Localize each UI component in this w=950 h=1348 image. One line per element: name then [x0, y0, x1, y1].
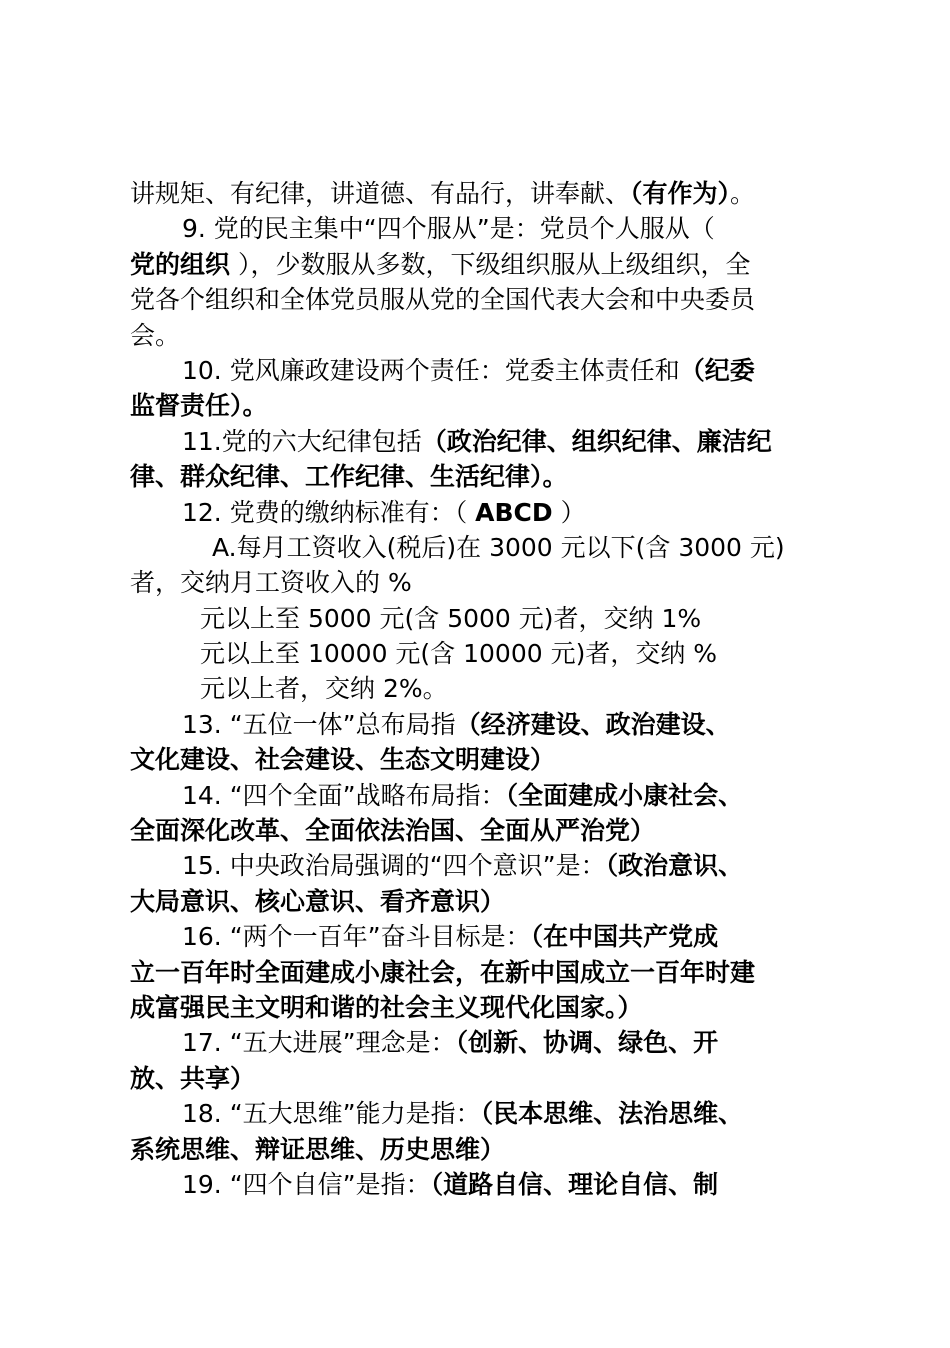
- text-line: 元以上至 5000 元(含 5000 元)者，交纳 1%: [200, 603, 702, 633]
- text-line: 讲规矩、有纪律，讲道德、有品行，讲奉献、（有作为）。: [130, 179, 756, 208]
- text-line: 元以上至 10000 元(含 10000 元)者，交纳 %: [200, 639, 718, 669]
- text-line: 19. “四个自信”是指：（道路自信、理论自信、制: [182, 1169, 719, 1199]
- text-line: 党各个组织和全体党员服从党的全国代表大会和中央委员: [130, 285, 756, 315]
- text-line: 16. “两个一百年”奋斗目标是：（在中国共产党成: [182, 922, 719, 952]
- text-line: 11.党的六大纪律包括（政治纪律、组织纪律、廉洁纪: [182, 426, 772, 456]
- text-line: 14. “四个全面”战略布局指：（全面建成小康社会、: [182, 780, 744, 810]
- text-line: 12. 党费的缴纳标准有：（ ABCD ）: [182, 497, 586, 527]
- text-line: 者，交纳月工资收入的 %: [130, 568, 412, 598]
- text-line: 元以上者，交纳 2%。: [200, 674, 448, 704]
- text-line: 15. 中央政治局强调的“四个意识”是：（政治意识、: [182, 851, 744, 881]
- text-line: 大局意识、核心意识、看齐意识）: [130, 886, 506, 916]
- text-line: 成富强民主文明和谐的社会主义现代化国家。）: [130, 992, 643, 1022]
- text-line: 系统思维、辩证思维、历史思维）: [130, 1134, 506, 1164]
- text-line: 10. 党风廉政建设两个责任：党委主体责任和（纪委: [182, 355, 755, 385]
- text-line: 13. “五位一体”总布局指（经济建设、政治建设、: [182, 709, 731, 739]
- text-line: 党的组织 ），少数服从多数，下级组织服从上级组织，全: [130, 249, 751, 279]
- text-line: 文化建设、社会建设、生态文明建设）: [130, 745, 556, 775]
- text-line: 监督责任）。: [130, 391, 268, 421]
- text-line: 17. “五大进展”理念是：（创新、协调、绿色、开: [182, 1028, 719, 1058]
- document-body: [130, 176, 830, 1202]
- text-line: 律、群众纪律、工作纪律、生活纪律）。: [130, 462, 568, 492]
- text-line: A.每月工资收入(税后)在 3000 元以下(含 3000 元): [212, 532, 785, 562]
- text-line: 立一百年时全面建成小康社会，在新中国成立一百年时建: [130, 957, 756, 987]
- text-line: 9. 党的民主集中“四个服从”是：党员个人服从（: [182, 214, 715, 244]
- text-line: 18. “五大思维”能力是指：（民本思维、法治思维、: [182, 1099, 744, 1129]
- text-line: 全面深化改革、全面依法治国、全面从严治党）: [130, 816, 656, 846]
- text-line: 会。: [130, 320, 181, 350]
- text-line: 放、共享）: [130, 1063, 256, 1093]
